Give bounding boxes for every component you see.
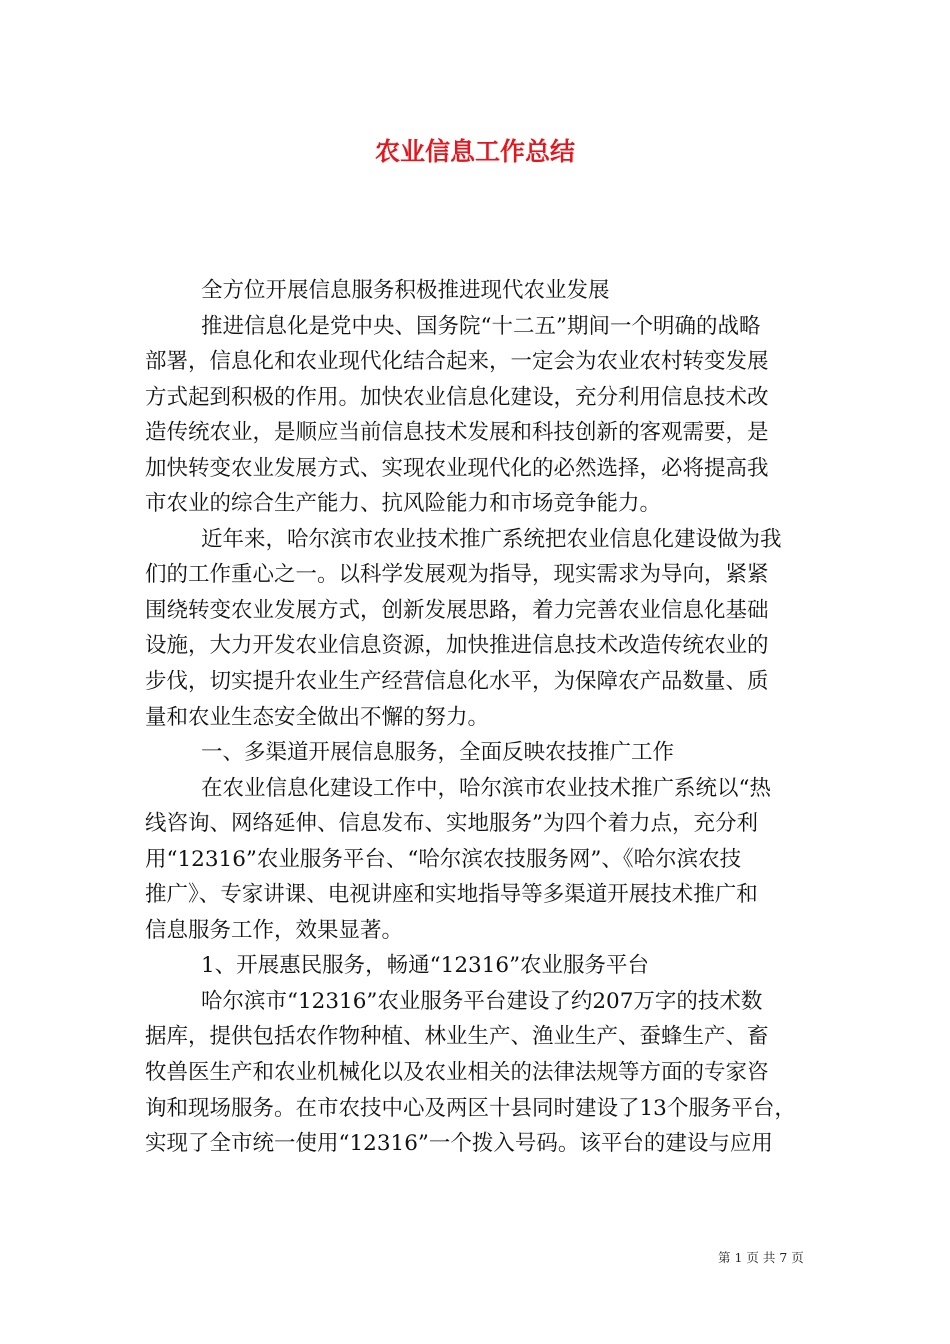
text-line: 造传统农业，是顺应当前信息技术发展和科技创新的客观需要，是 <box>145 420 769 446</box>
text-line: 围绕转变农业发展方式，创新发展思路，着力完善农业信息化基础 <box>145 597 769 623</box>
text-line: 们的工作重心之一。以科学发展观为指导，现实需求为导向，紧紧 <box>145 562 769 588</box>
document-body <box>145 273 810 1162</box>
text-line: 设施，大力开发农业信息资源，加快推进信息技术改造传统农业的 <box>145 633 769 659</box>
text-line: 量和农业生态安全做出不懈的努力。 <box>145 704 490 730</box>
text-line: 市农业的综合生产能力、抗风险能力和市场竞争能力。 <box>145 491 662 517</box>
text-line: 部署，信息化和农业现代化结合起来，一定会为农业农村转变发展 <box>145 349 769 375</box>
text-line: 询和现场服务。在市农技中心及两区十县同时建设了13个服务平台， <box>145 1095 796 1121</box>
text-line: 推进信息化是党中央、国务院“十二五”期间一个明确的战略 <box>201 313 761 339</box>
text-line: 推广》、专家讲课、电视讲座和实地指导等多渠道开展技术推广和 <box>145 882 758 908</box>
page-number: 第 1 页 共 7 页 <box>718 1250 804 1265</box>
paragraph <box>145 771 810 949</box>
paragraph <box>145 735 810 771</box>
paragraph <box>145 273 810 309</box>
text-line: 近年来，哈尔滨市农业技术推广系统把农业信息化建设做为我 <box>201 526 782 552</box>
paragraph <box>145 948 810 984</box>
text-line: 方式起到积极的作用。加快农业信息化建设，充分利用信息技术改 <box>145 384 769 410</box>
text-line: 步伐，切实提升农业生产经营信息化水平，为保障农产品数量、质 <box>145 669 769 695</box>
text-line: 牧兽医生产和农业机械化以及农业相关的法律法规等方面的专家咨 <box>145 1060 769 1086</box>
text-line: 信息服务工作，效果显著。 <box>145 917 404 943</box>
paragraph <box>145 984 810 1162</box>
text-line: 用“12316”农业服务平台、“哈尔滨农技服务网”、《哈尔滨农技 <box>145 846 742 872</box>
text-line: 1、开展惠民服务，畅通“12316”农业服务平台 <box>201 953 650 979</box>
text-line: 实现了全市统一使用“12316”一个拨入号码。该平台的建设与应用 <box>145 1131 773 1157</box>
paragraph <box>145 309 810 522</box>
text-line: 线咨询、网络延伸、信息发布、实地服务”为四个着力点，充分利 <box>145 811 758 837</box>
paragraph <box>145 522 810 735</box>
document-title: 农业信息工作总结 <box>374 137 575 166</box>
text-line: 一、多渠道开展信息服务，全面反映农技推广工作 <box>201 740 675 766</box>
text-line: 在农业信息化建设工作中，哈尔滨市农业技术推广系统以“热 <box>201 775 771 801</box>
text-line: 据库，提供包括农作物种植、林业生产、渔业生产、蚕蜂生产、畜 <box>145 1024 769 1050</box>
text-line: 全方位开展信息服务积极推进现代农业发展 <box>201 278 610 303</box>
text-line: 加快转变农业发展方式、实现农业现代化的必然选择，必将提高我 <box>145 455 769 481</box>
text-line: 哈尔滨市“12316”农业服务平台建设了约207万字的技术数 <box>201 988 763 1014</box>
